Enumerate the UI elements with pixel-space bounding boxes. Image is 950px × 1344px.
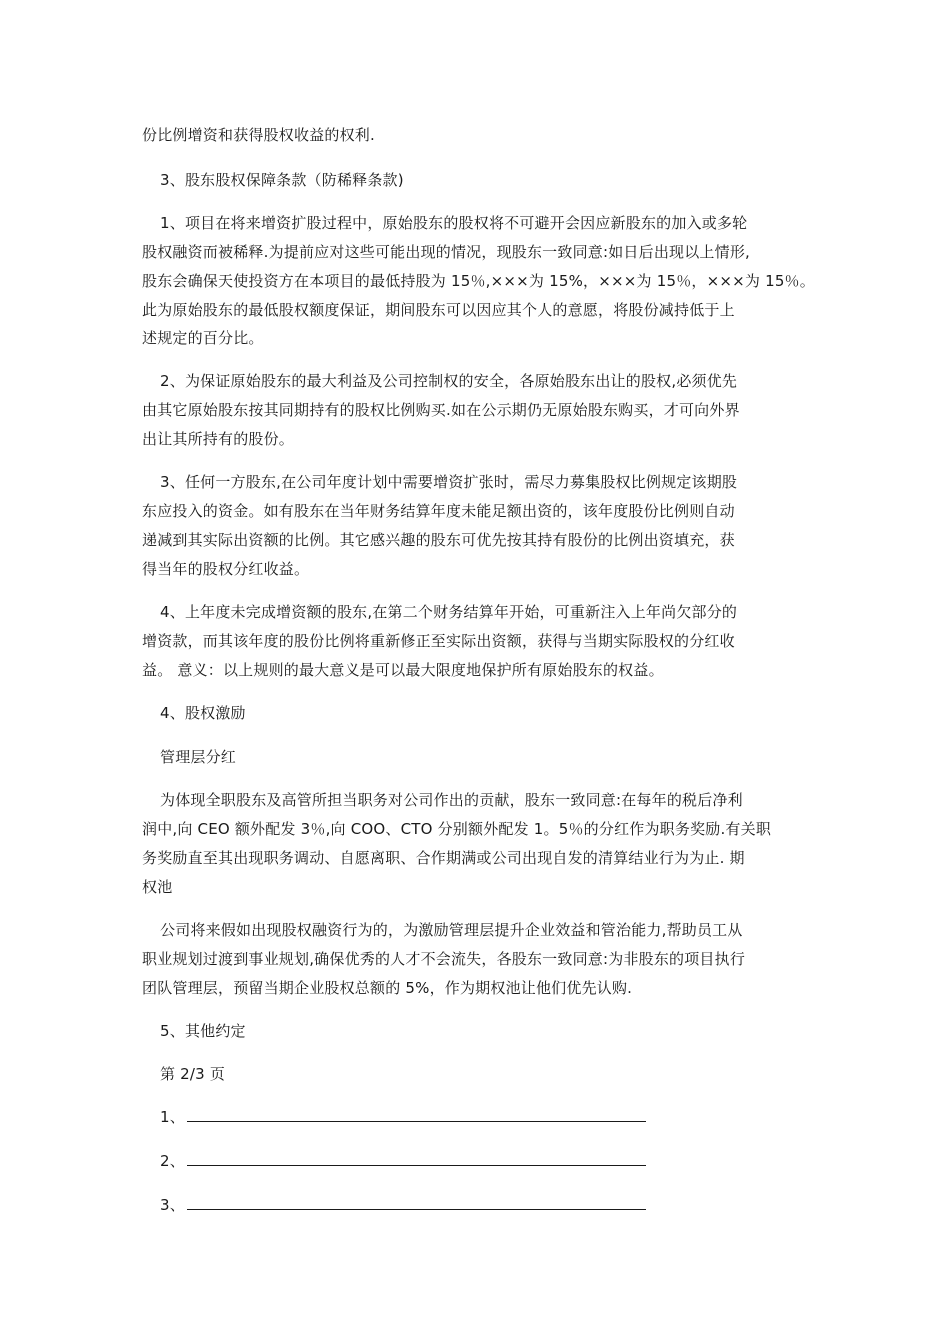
para6-line-1: 公司将来假如出现股权融资行为的，为激励管理层提升企业效益和管治能力,帮助员工从: [160, 921, 743, 939]
management-dividend-heading: 管理层分红: [160, 748, 237, 766]
para1-line-4: 此为原始股东的最低股权额度保证，期间股东可以因应其个人的意愿，将股份减持低于上: [142, 301, 735, 319]
para3-line-2: 东应投入的资金。如有股东在当年财务结算年度未能足额出资的，该年度股份比例则自动: [142, 502, 735, 520]
para1-line-1: 1、项目在将来增资扩股过程中，原始股东的股权将不可避开会因应新股东的加入或多轮: [160, 214, 748, 232]
blank-line-2: [160, 1151, 646, 1171]
blank-line-3: [160, 1195, 646, 1215]
para4-line-2: 增资款，而其该年度的股份比例将重新修正至实际出资额，获得与当期实际股权的分红收: [142, 632, 735, 650]
para4-line-1: 4、上年度未完成增资额的股东,在第二个财务结算年开始，可重新注入上年尚欠部分的: [160, 603, 738, 621]
fill-in-underline: [187, 1107, 646, 1122]
section-5-heading: 5、其他约定: [160, 1022, 246, 1040]
para3-line-1: 3、任何一方股东,在公司年度计划中需要增资扩张时，需尽力募集股权比例规定该期股: [160, 473, 738, 491]
section-4-heading: 4、股权激励: [160, 704, 246, 722]
para2-line-1: 2、为保证原始股东的最大利益及公司控制权的安全，各原始股东出让的股权,必须优先: [160, 372, 738, 390]
para1-line-3: 股东会确保天使投资方在本项目的最低持股为 15％,×××为 15%，×××为 15％，×××为 15％。: [142, 272, 815, 290]
para5-line-2: 润中,向 CEO 额外配发 3％,向 COO、CTO 分别额外配发 1。5％的分红作为职务奖励.有关职: [142, 820, 772, 838]
intro-line: 份比例增资和获得股权收益的权利.: [142, 126, 375, 144]
para2-line-3: 出让其所持有的股份。: [142, 430, 295, 448]
para2-line-2: 由其它原始股东按其同期持有的股权比例购买.如在公示期仍无原始股东购买，才可向外界: [142, 401, 740, 419]
para5-line-3: 务奖励直至其出现职务调动、自愿离职、合作期满或公司出现自发的清算结业行为为止. 期: [142, 849, 745, 867]
para6-line-3: 团队管理层，预留当期企业股权总额的 5%，作为期权池让他们优先认购.: [142, 979, 633, 997]
para6-line-2: 职业规划过渡到事业规划,确保优秀的人才不会流失，各股东一致同意:为非股东的项目执行: [142, 950, 746, 968]
fill-in-underline: [187, 1195, 646, 1210]
blank-line-label: 1、: [160, 1108, 185, 1126]
blank-line-1: [160, 1107, 646, 1127]
para5-line-4: 权池: [142, 878, 173, 896]
para3-line-4: 得当年的股权分红收益。: [142, 560, 310, 578]
para1-line-5: 述规定的百分比。: [142, 329, 264, 347]
fill-in-underline: [187, 1151, 646, 1166]
para4-line-3: 益。 意义：以上规则的最大意义是可以最大限度地保护所有原始股东的权益。: [142, 661, 664, 679]
blank-line-label: 2、: [160, 1152, 185, 1170]
page-number: 第 2/3 页: [160, 1065, 226, 1083]
section-3-heading: 3、股东股权保障条款（防稀释条款): [160, 171, 404, 189]
para1-line-2: 股权融资而被稀释.为提前应对这些可能出现的情况，现股东一致同意:如日后出现以上情形,: [142, 243, 750, 261]
para3-line-3: 递减到其实际出资额的比例。其它感兴趣的股东可优先按其持有股份的比例出资填充，获: [142, 531, 735, 549]
para5-line-1: 为体现全职股东及高管所担当职务对公司作出的贡献，股东一致同意:在每年的税后净利: [160, 791, 743, 809]
blank-line-label: 3、: [160, 1196, 185, 1214]
